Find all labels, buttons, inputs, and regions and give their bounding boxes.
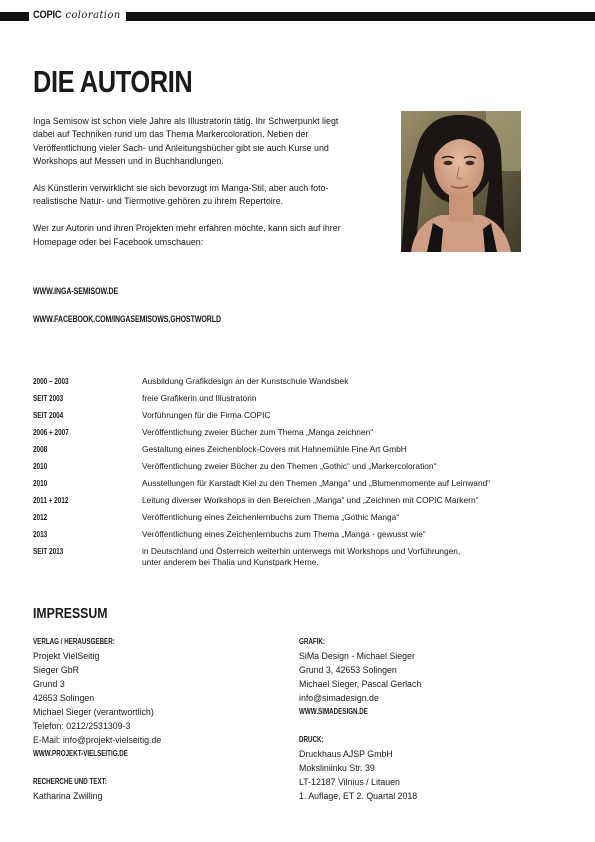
author-photo <box>401 111 521 252</box>
graphics-label: GRAFIK: <box>299 637 325 646</box>
print-edition: 1. Auflage, ET 2. Quartal 2018 <box>299 791 418 801</box>
timeline-row <box>33 478 553 489</box>
graphics-line: Michael Sieger, Pascal Gerlach <box>299 679 422 689</box>
publisher-line: Michael Sieger (verantwortlich) <box>33 707 154 717</box>
timeline-text: in Deutschland und Österreich weiterhin unterwegs mit Workshops und Vorführungen, unter anderem bei Thalia und Kunstpark Herne. <box>142 546 461 567</box>
publisher-line: 42653 Solingen <box>33 693 95 703</box>
header-rule-left <box>0 12 29 21</box>
timeline-text: Veröffentlichung eines Zeichenlernbuchs zum Thema „Manga - gewusst wie“ <box>142 529 426 539</box>
timeline-year: SEIT 2013 <box>33 547 64 556</box>
brand-main-text: COPIC <box>33 9 62 21</box>
timeline-row <box>33 410 553 421</box>
bio-paragraph: Als Künstlerin verwirklicht sie sich bevorzugt im Manga-Stil, aber auch foto-realistische Natur- und Tiermotive gehören zu ihrem Repertoire. <box>33 183 329 207</box>
publisher-phone: Telefon: 0212/2531309-3 <box>33 721 131 731</box>
timeline-text: Ausstellungen für Karstadt Kiel zu den Themen „Manga“ und „Blumenmomente auf Leinwand“ <box>142 478 491 488</box>
timeline-text: Veröffentlichung zweier Bücher zum Thema „Manga zeichnen“ <box>142 427 374 437</box>
timeline-row <box>33 546 553 568</box>
timeline-text: Veröffentlichung eines Zeichenlernbuchs zum Thema „Gothic Manga“ <box>142 512 400 522</box>
timeline-row <box>33 393 553 404</box>
timeline-text: freie Grafikerin und Illustratorin <box>142 393 257 403</box>
impressum-heading: IMPRESSUM <box>33 605 108 622</box>
publisher-label: VERLAG / HERAUSGEBER: <box>33 637 115 646</box>
print-line: Druckhaus AJSP GmbH <box>299 749 393 759</box>
publisher-line: Projekt VielSeitig <box>33 651 100 661</box>
research-name: Katharina Zwilling <box>33 791 103 801</box>
timeline-row <box>33 444 553 455</box>
timeline-row <box>33 427 553 438</box>
author-bio <box>33 115 351 262</box>
brand-sub-text: coloration <box>65 10 121 21</box>
timeline-year: 2000 – 2003 <box>33 377 69 386</box>
brand-logo <box>33 9 121 23</box>
graphics-line: Grund 3, 42653 Solingen <box>299 665 397 675</box>
timeline-year: SEIT 2003 <box>33 394 64 403</box>
timeline-row <box>33 512 553 523</box>
bio-paragraph: Inga Semisow ist schon viele Jahre als Illustratorin tätig. Ihr Schwerpunkt liegt dabei auf Techniken rund um das Thema Markercoloration. Neben der Veröffentlichung vieler Sach- und Anleitungsbücher gibt sie auch Kurse und Workshops auf Messen und in Buchhandlungen. <box>33 116 339 167</box>
timeline-year: 2006 + 2007 <box>33 428 69 437</box>
timeline-text: Vorführungen für die Firma COPIC <box>142 410 271 420</box>
publisher-line: Grund 3 <box>33 679 65 689</box>
timeline-year: SEIT 2004 <box>33 411 64 420</box>
impressum-publisher-column <box>33 635 273 803</box>
facebook-link[interactable]: WWW.FACEBOOK.COM/INGASEMISOWS.GHOSTWORLD <box>33 314 221 324</box>
timeline-text: Leitung diverser Workshops in den Bereichen „Manga“ und „Zeichnen mit COPIC Markern“ <box>142 495 479 505</box>
print-line: Moksliniinku Str. 39 <box>299 763 375 773</box>
timeline-row <box>33 461 553 472</box>
graphics-website[interactable]: WWW.SIMADESIGN.DE <box>299 707 368 716</box>
timeline-row <box>33 376 553 387</box>
publisher-line: Sieger GbR <box>33 665 79 675</box>
graphics-email[interactable]: info@simadesign.de <box>299 693 379 703</box>
publisher-email[interactable]: E-Mail: info@projekt-vielseitig.de <box>33 735 162 745</box>
timeline-row <box>33 529 553 540</box>
timeline-year: 2012 <box>33 513 48 522</box>
header-bar <box>0 9 595 23</box>
timeline-year: 2010 <box>33 462 48 471</box>
career-timeline <box>33 376 553 574</box>
timeline-text: Gestaltung eines Zeichenblock-Covers mit Hahnemühle Fine Art GmbH <box>142 444 407 454</box>
impressum-graphics-column <box>299 635 559 803</box>
publisher-website[interactable]: WWW.PROJEKT-VIELSEITIG.DE <box>33 749 128 758</box>
timeline-text: Veröffentlichung zweier Bücher zu den Themen „Gothic“ und „Markercoloration“ <box>142 461 437 471</box>
graphics-line: SiMa Design - Michael Sieger <box>299 651 415 661</box>
timeline-year: 2013 <box>33 530 48 539</box>
timeline-row <box>33 495 553 506</box>
print-label: DRUCK: <box>299 735 324 744</box>
print-line: LT-12187 Vilnius / Litauen <box>299 777 400 787</box>
timeline-year: 2010 <box>33 479 48 488</box>
timeline-year: 2008 <box>33 445 48 454</box>
bio-paragraph: Wer zur Autorin und ihren Projekten mehr erfahren möchte, kann sich auf ihrer Homepage oder bei Facebook umschauen: <box>33 223 341 247</box>
research-label: RECHERCHE UND TEXT: <box>33 777 107 786</box>
page-title: DIE AUTORIN <box>33 64 193 99</box>
timeline-year: 2011 + 2012 <box>33 496 69 505</box>
homepage-link[interactable]: WWW.INGA-SEMISOW.DE <box>33 286 119 296</box>
header-rule-right <box>126 12 595 21</box>
timeline-text: Ausbildung Grafikdesign an der Kunstschule Wandsbek <box>142 376 349 386</box>
